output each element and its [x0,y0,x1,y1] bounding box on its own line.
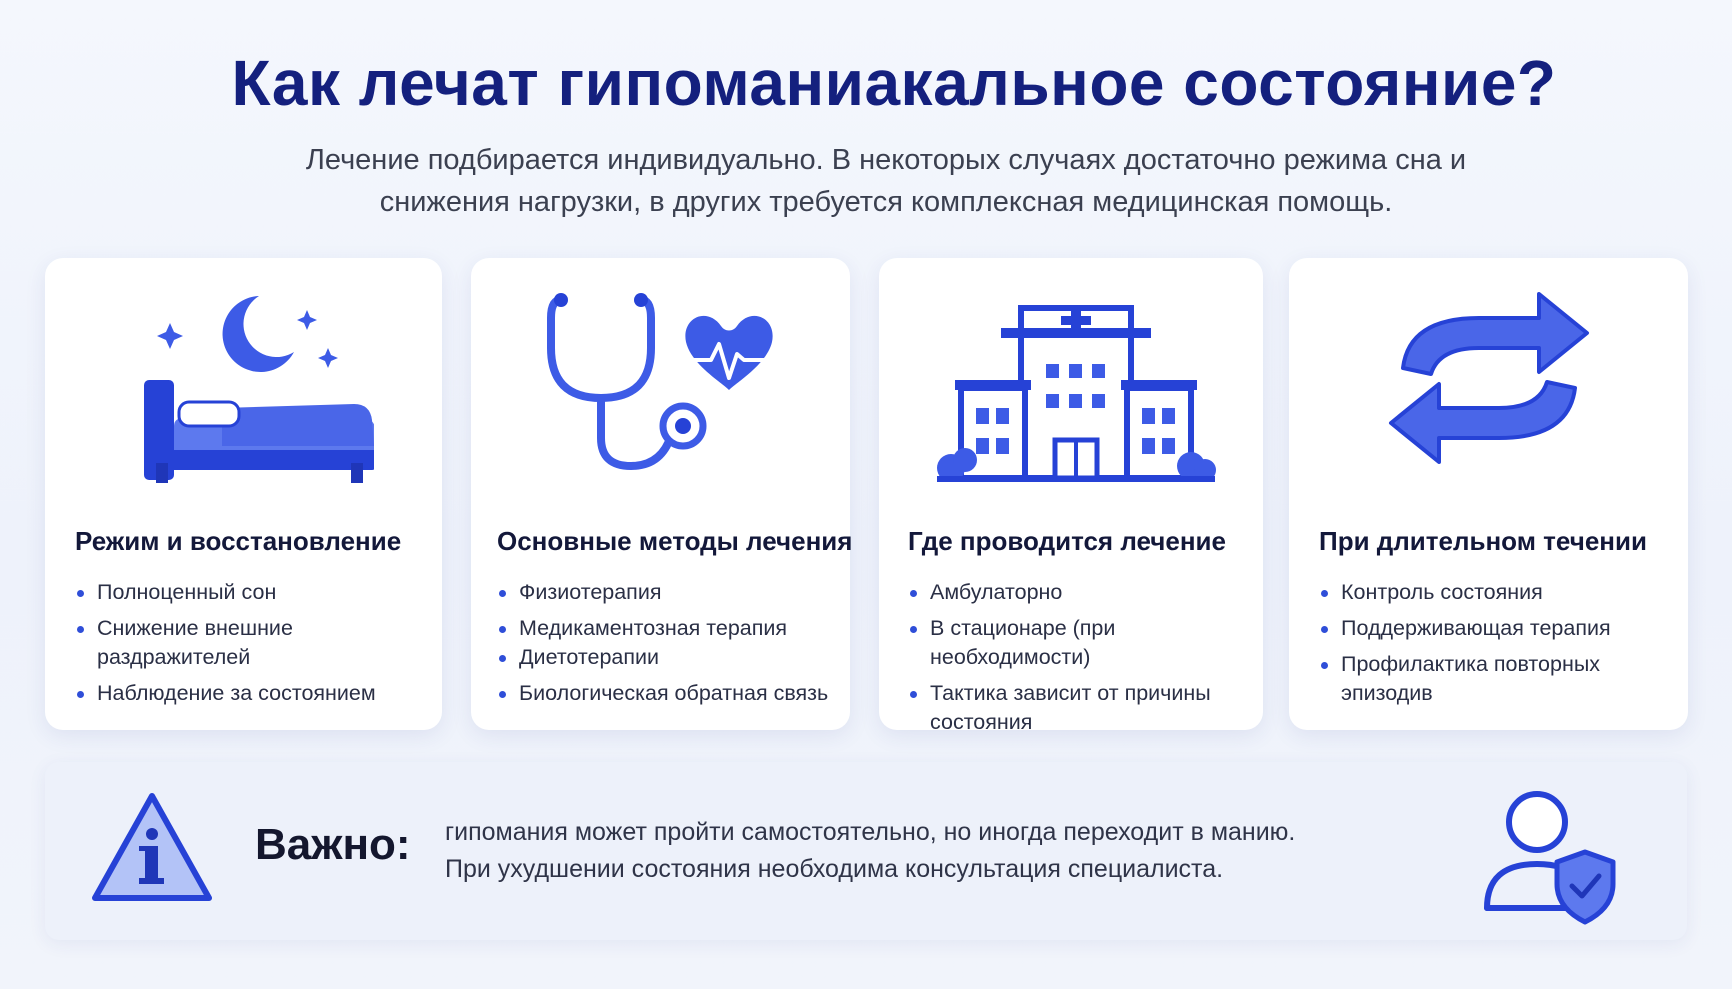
important-banner [45,762,1687,940]
card-list [497,578,838,715]
card-title: При длительном течении [1319,526,1647,556]
card-title: Режим и восстановление [75,526,402,556]
list-item: Медикаментозная терапия [497,614,838,643]
list-item: Тактика зависит от причины состояния [908,679,1251,737]
important-line: При ухудшении состояния необходима консультация специалиста. [445,855,1224,883]
list-item: Контроль состояния [1319,578,1676,607]
important-text [445,814,1445,888]
refresh-cycle-icon [1289,278,1688,478]
list-item: Поддерживающая терапия [1319,614,1676,643]
list-item: В стационаре (при необходимости) [908,614,1251,672]
card-methods [471,258,853,730]
bed-moon-icon [45,278,442,478]
list-item: Амбулаторно [908,578,1251,607]
important-label: Важно: [255,820,411,869]
card-title: Где проводится лечение [908,526,1227,556]
list-item: Снижение внешние раздражителей [75,614,430,672]
card-long-term [1289,258,1688,730]
info-triangle-icon [89,790,215,911]
user-shield-icon [1475,778,1625,933]
stethoscope-heart-icon [471,278,850,478]
card-list [1319,578,1676,715]
card-list [908,578,1251,744]
list-item: Биологическая обратная связь [497,679,838,708]
hospital-icon [879,278,1263,478]
list-item: Наблюдение за состоянием [75,679,430,708]
list-item: Физиотерапия [497,578,838,607]
card-regimen [45,258,442,730]
list-item: Полноценный сон [75,578,430,607]
list-item: Профилактика повторных эпизодив [1319,650,1676,708]
page-title: Как лечат гипоманиакальное состояние? [231,47,1557,119]
list-item: Диетотерапии [497,643,838,672]
card-title: Основные методы лечения [497,526,853,556]
card-where [879,258,1263,734]
important-line: гипомания может пройти самостоятельно, но иногда переходит в манию. [445,818,1296,846]
page-subtitle: Лечение подбирается индивидуально. В некоторых случаях достаточно режима сна и снижения нагрузки, в других требуется комплексная медицинская помощь. [305,144,1467,218]
card-list [75,578,430,715]
